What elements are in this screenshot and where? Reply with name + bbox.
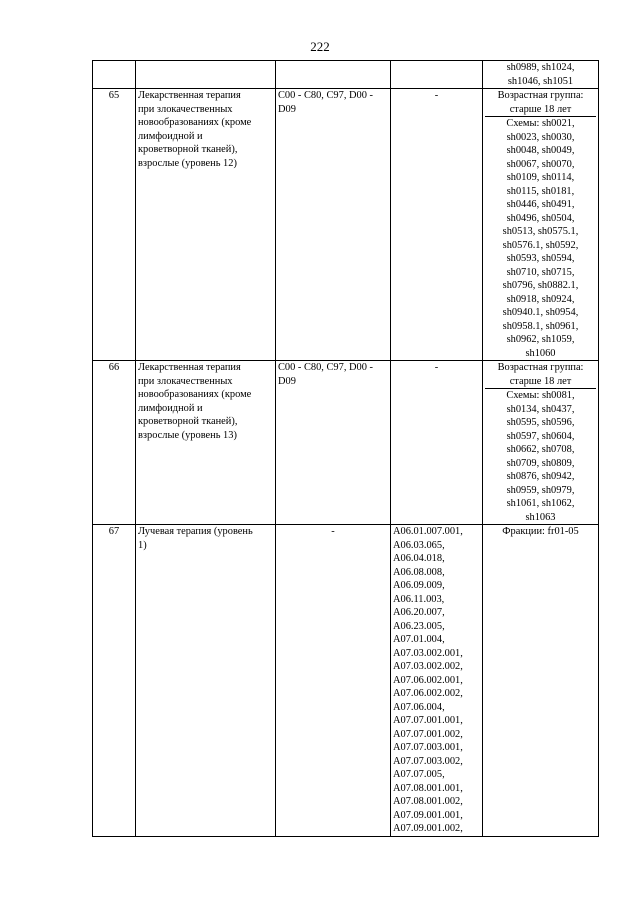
icd-codes-cell [276,61,391,89]
criterion-line: sh0709, sh0809, [506,457,575,469]
criterion-line: Фракции: fr01-05 [502,526,579,537]
group-name-cell-line: новообразованиях (кроме [138,389,252,400]
criterion-line: sh0023, sh0030, [506,131,575,143]
icd-codes-cell-line: D09 [278,103,296,115]
icd-codes-cell-line: - [331,526,335,537]
criterion-line: sh0962, sh1059, [506,334,575,345]
group-name-cell [136,361,276,525]
criterion-line: старше 18 лет [509,103,572,115]
group-name-cell-line: кроветворной тканей), [138,144,238,155]
service-codes-cell-line: A06.01.007.001, [393,526,463,537]
criterion-line: sh0109, sh0114, [506,172,575,183]
icd-codes-cell-line: D09 [278,375,296,387]
table-row [93,89,599,361]
icd-codes-cell [276,89,391,361]
service-codes-cell-line: A07.07.003.002, [393,755,463,767]
service-codes-cell-line: A07.06.002.001, [393,674,463,686]
service-codes-cell [391,89,483,361]
criterion-line: sh0662, sh0708, [506,444,575,455]
service-codes-cell-line: A07.01.004, [393,634,445,645]
criterion-line: sh0597, sh0604, [506,430,575,442]
criterion-line: Возрастная группа: [497,90,584,101]
table-row [93,61,599,89]
criterion-line: sh0496, sh0504, [506,212,575,224]
service-codes-cell-line: A06.03.065, [393,539,445,551]
row-number-cell: 67 [93,525,136,837]
service-codes-cell-line: A06.04.018, [393,553,445,564]
group-name-cell-line: кроветворной тканей), [138,416,238,427]
criterion-block [485,388,596,524]
service-codes-cell [391,525,483,837]
criterion-line: sh0989, sh1024, [506,62,575,73]
criterion-line: sh0940.1, sh0954, [502,307,579,318]
extra-criteria-cell [483,89,599,361]
service-codes-cell [391,61,483,89]
service-codes-cell-line: A07.08.001.001, [393,782,463,794]
table-row [93,525,599,837]
criterion-line: sh1063 [525,511,556,523]
service-codes-cell-line: A06.11.003, [393,593,445,605]
group-name-cell-line: взрослые (уровень 12) [138,157,237,169]
service-codes-cell-line: - [434,90,439,101]
service-codes-cell-line: A06.20.007, [393,607,445,618]
service-codes-cell-line: A06.08.008, [393,566,445,578]
row-number-cell [93,61,136,89]
criterion-line: sh0134, sh0437, [506,403,575,415]
page-number: 222 [310,39,330,54]
service-codes-cell-line: A07.07.003.001, [393,742,463,753]
criterion-line: sh1046, sh1051 [507,75,574,87]
group-name-cell-line: при злокачественных [138,103,233,115]
criterion-block [485,525,596,539]
service-codes-cell-line: A07.03.002.002, [393,661,463,672]
criterion-line: sh0513, sh0575.1, [502,226,579,237]
criterion-line: sh0067, sh0070, [506,158,575,170]
group-name-cell-line: Лучевая терапия (уровень [138,526,253,537]
service-codes-cell-line: A07.03.002.001, [393,647,463,659]
criterion-line: sh0876, sh0942, [506,471,575,482]
criterion-line: sh0115, sh0181, [506,185,575,197]
criterion-line: sh0595, sh0596, [506,417,575,428]
criterion-block [485,116,596,360]
criterion-block [485,361,596,388]
service-codes-cell [391,361,483,525]
group-name-cell-line: новообразованиях (кроме [138,117,252,128]
icd-codes-cell-line: C00 - C80, C97, D00 - [278,90,373,101]
table-row [93,361,599,525]
service-codes-cell-line: A07.09.001.002, [393,823,463,834]
group-name-cell-line: 1) [138,539,147,551]
service-codes-cell-line: A07.07.001.001, [393,715,463,726]
group-name-cell-line: лимфоидной и [138,402,203,414]
criterion-line: sh0593, sh0594, [506,253,575,264]
group-name-cell [136,525,276,837]
criterion-line: sh0048, sh0049, [506,145,575,156]
group-name-cell [136,61,276,89]
criterion-line: sh0796, sh0882.1, [502,280,579,291]
service-codes-cell-line: A07.06.002.002, [393,688,463,699]
extra-criteria-cell [483,61,599,89]
group-name-cell-line: взрослые (уровень 13) [138,429,237,441]
service-codes-cell-line: A06.09.009, [393,580,445,591]
criterion-line: sh0710, sh0715, [506,266,575,278]
criterion-line: старше 18 лет [509,375,572,387]
criterion-line: sh0918, sh0924, [506,293,575,305]
criterion-block [485,61,596,88]
group-name-cell [136,89,276,361]
service-codes-cell-line: A07.07.001.002, [393,728,463,740]
criterion-line: sh1061, sh1062, [506,498,575,509]
criterion-line: sh0959, sh0979, [506,484,575,496]
group-name-cell-line: Лекарственная терапия [138,90,241,101]
criterion-line: Схемы: sh0081, [506,390,575,401]
service-codes-cell-line: A06.23.005, [393,620,445,632]
criterion-line: sh0958.1, sh0961, [502,320,579,332]
group-name-cell-line: при злокачественных [138,375,233,387]
kss-table [92,60,599,837]
extra-criteria-cell [483,361,599,525]
service-codes-cell-line: - [434,362,439,373]
criterion-line: sh1060 [525,347,556,359]
table-body [93,61,599,837]
icd-codes-cell [276,361,391,525]
row-number-cell: 65 [93,89,136,361]
group-name-cell-line: лимфоидной и [138,130,203,142]
criterion-line: sh0446, sh0491, [506,199,575,210]
service-codes-cell-line: A07.08.001.002, [393,796,463,807]
group-name-cell-line: Лекарственная терапия [138,362,241,373]
criterion-line: sh0576.1, sh0592, [502,239,579,251]
icd-codes-cell [276,525,391,837]
row-number-cell: 66 [93,361,136,525]
service-codes-cell-line: A07.06.004, [393,701,445,713]
service-codes-cell-line: A07.09.001.001, [393,809,463,821]
criterion-block [485,89,596,116]
icd-codes-cell-line: C00 - C80, C97, D00 - [278,362,373,373]
service-codes-cell-line: A07.07.005, [393,769,445,780]
extra-criteria-cell [483,525,599,837]
criterion-line: Схемы: sh0021, [506,118,575,129]
criterion-line: Возрастная группа: [497,362,584,373]
